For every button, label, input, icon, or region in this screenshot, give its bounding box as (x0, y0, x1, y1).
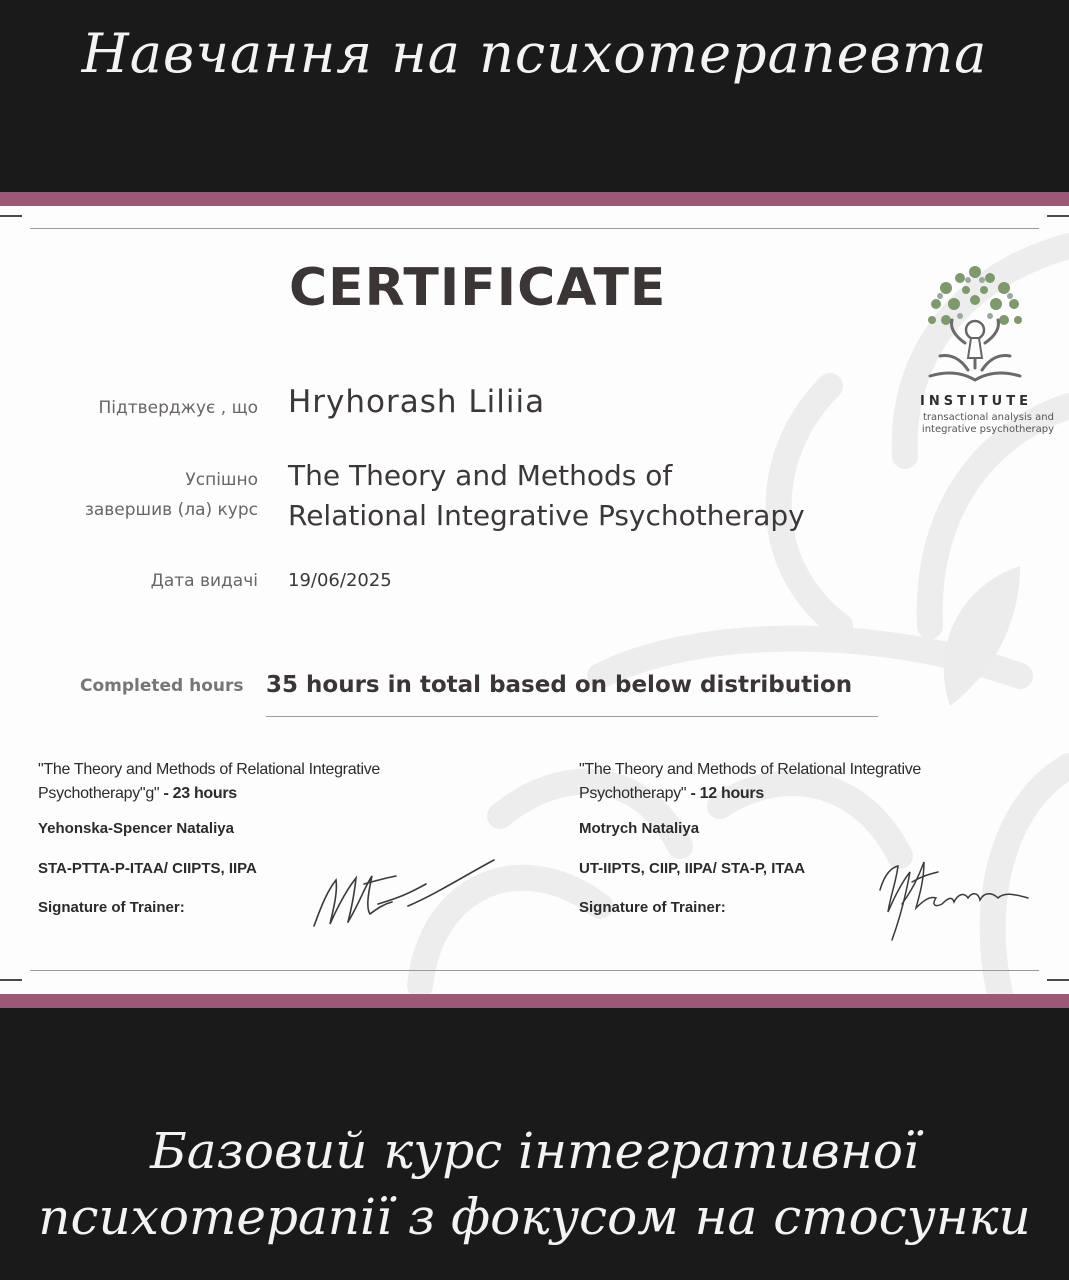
tree-keyhole-icon (910, 258, 1040, 390)
hours-underline (266, 716, 878, 717)
frame-tick (1047, 215, 1069, 217)
institute-subtitle-line2: integrative psychotherapy (921, 424, 1054, 435)
bottom-accent-band (0, 994, 1069, 1008)
top-caption: Навчання на психотерапевта (81, 22, 988, 85)
trainer-1-signature (308, 854, 498, 934)
trainer-2-signature (872, 842, 1032, 942)
trainer-course (579, 758, 1009, 806)
trainer-course-hours: - 23 hours (159, 785, 237, 802)
frame-tick (0, 215, 22, 217)
course-title-line1: The Theory and Methods of (288, 459, 673, 492)
trainer-credentials: STA-PTTA-P-ITAA/ CIIPTS, IIPA (38, 860, 257, 877)
certificate (0, 206, 1069, 994)
trainer-name: Yehonska-Spencer Nataliya (38, 820, 234, 837)
top-accent-band (0, 192, 1069, 206)
completed-hours-label: Completed hours (80, 676, 244, 696)
confirms-label: Підтверджує , що (98, 398, 258, 418)
bottom-caption (0, 1118, 1069, 1250)
bottom-caption-line1: Базовий курс інтегративної (150, 1122, 919, 1180)
completed-label-line1: Успішно (185, 470, 258, 490)
recipient-name: Hryhorash Liliia (288, 384, 546, 420)
trainer-name: Motrych Nataliya (579, 820, 700, 837)
trainer-course-name: Psychotherapy"g" (38, 785, 160, 802)
institute-name: INSTITUTE (920, 394, 1032, 409)
completed-course-label (38, 465, 258, 525)
course-title (288, 456, 805, 536)
certificate-title: CERTIFICATE (289, 258, 667, 318)
frame-line-top (30, 228, 1039, 229)
course-title-line2: Relational Integrative Psychotherapy (288, 499, 805, 532)
issue-date: 19/06/2025 (288, 570, 392, 591)
trainer-course-line1: "The Theory and Methods of Relational Integrative (579, 761, 922, 778)
frame-tick (0, 979, 22, 981)
trainer-course-name: Psychotherapy" (579, 785, 687, 802)
issue-date-label: Дата видачі (150, 571, 258, 591)
trainer-course-line1: "The Theory and Methods of Relational Integrative (38, 761, 381, 778)
frame-tick (1047, 979, 1069, 981)
trainer-course-hours: - 12 hours (686, 785, 764, 802)
trainer-course (38, 758, 468, 806)
signature-label: Signature of Trainer: (38, 899, 185, 916)
completed-hours-value: 35 hours in total based on below distribution (266, 672, 853, 698)
bottom-caption-line2: психотерапії з фокусом на стосунки (38, 1188, 1031, 1246)
frame-line-bottom (30, 970, 1039, 971)
signature-label: Signature of Trainer: (579, 899, 726, 916)
institute-subtitle-line1: transactional analysis and (922, 412, 1054, 423)
trainer-course-line2 (579, 782, 1009, 806)
trainer-credentials: UT-IIPTS, CIIP, IIPA/ STA-P, ITAA (579, 860, 806, 877)
institute-subtitle (890, 412, 1054, 436)
completed-label-line2: завершив (ла) курс (84, 500, 258, 520)
trainer-course-line2 (38, 782, 468, 806)
